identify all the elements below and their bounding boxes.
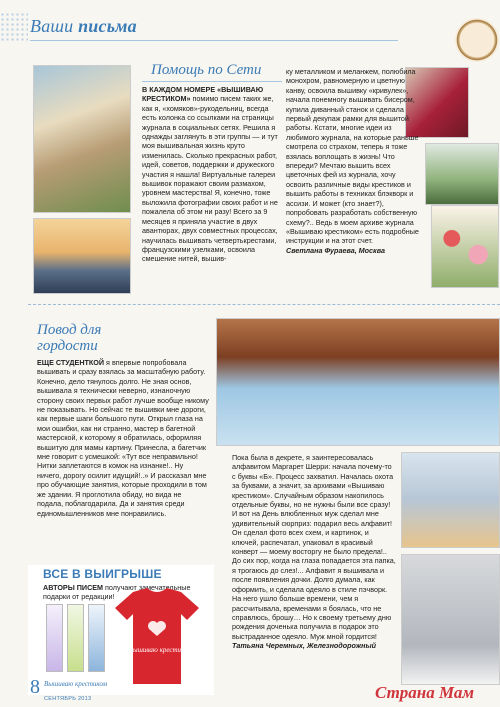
magazine-logo: Вышиваю крестиком — [44, 680, 108, 688]
issue-month: СЕНТЯБРЬ 2013 — [44, 696, 92, 702]
letter1-subhead: Помощь по Сети — [151, 62, 262, 78]
letter1-signature: Светлана Фураева, Москва — [286, 245, 385, 255]
quilt-photo — [216, 318, 500, 446]
prize-title: ВСЕ В ВЫИГРЫШЕ — [43, 567, 162, 581]
decorative-dots — [0, 12, 28, 42]
page-number: 8 — [30, 676, 40, 698]
letter2-title-line1: Повод для — [37, 322, 102, 338]
letter2-lead: ЕЩЕ СТУДЕНТКОЙ — [37, 358, 105, 367]
embroidery-photo-bird — [425, 143, 499, 205]
section-title — [30, 16, 137, 37]
letter1-subhead-rule — [142, 81, 282, 82]
letter1-column-2 — [286, 67, 422, 255]
letter1-text-1: помимо писем таких же, как я, «хомяков»-рукодельниц, всегда есть колонка со ссылками на страницы журнала в социальных сетях. Решила я однажды заглянуть в эти группы — и тут моя вышивальная жизнь круто изменилась. Сколько прекрасных работ, идей, советов, поддержки и дружеского участия я нашла! Виртуальные галереи вышивок поражают своим размахом, уровнем мастерства! Я, конечно, тоже выложила фотографии своих работ и не пожалела об этом ни разу! Всего за 9 месяцев я приняла участие в двух авантюрах, двух совместных процессах, научилась вышивать четвертькрестами, французскими узелками, освоила смешение нитей, вышив- — [142, 94, 278, 264]
thread-set-purple — [46, 604, 63, 672]
letter1-lead: В КАЖДОМ НОМЕРЕ «ВЫШИВАЮ КРЕСТИКОМ» — [142, 85, 264, 104]
embroidery-hoop-photo — [455, 18, 499, 62]
thread-set-blue — [88, 604, 105, 672]
embroidery-photo-flowers — [431, 205, 499, 288]
letter2-title — [37, 322, 101, 354]
watermark: Страна Мам — [375, 683, 475, 702]
letter2-text-1: я впервые попробовала вышивать и сразу взялась за масштабную работу. Конечно, дело тянулось долго. Не зная основ, вышивала я технически неверно, изнаночную сторону своих первых работ лучше вообще никому не показывать. Но сейчас те вышивки мне дороги, как первые шаги большого пути. Открыл глаза на мои ошибки, как ни странно, мастер в багетной мастерской, к которому я обратилась, оформляя вышитую для мамы картину. Принесла, а багетчик мне говорит с усмешкой: «Тут все неправильно! Нитки заплетаются в комок на изнанке!.. Ну ничего, дорогу осилит идущий!..» И рассказал мне про обучающие занятия, которые проходили в том же здании. Я проглотила обиду, но вида не подала, поблагодарила. Да и занятия среди единомышленников мне понравились. — [37, 358, 209, 518]
letter2-column-2 — [232, 453, 397, 651]
section-title-em: письма — [78, 16, 137, 36]
tshirt-icon — [113, 586, 201, 686]
letter2-text-2: Пока была в декрете, я заинтересовалась алфавитом Маргарет Шерри: начала почему-то с буквы «Б». Процесс захватил. Началась охота за буквами, а значит, за архивами «Вышиваю крестиком». Случайным образом накопилось отдельные буквы, но не нужны были все сразу! И вот на День влюбленных муж сделал мне удивительный сюрприз: подарил весь алфавит! Он сделал фото всех схем, и картинок, и ключей, распечатал, упаковал в красивый конверт — моему восторгу не было предела!.. До сих пор, когда на глаза попадается эта папка, я трогаюсь до слез!... Алфавит я вышивала и после появления дочки. Долго думала, как оформить, и сделала одеяло в стиле пэчворк. На него ушло больше времени, чем я рассчитывала, временами я боялась, что не справлюсь, брошу… Но к своему третьему дню рождения доченька получила в подарок это выстраданное одеяло. Муж мной гордится! — [232, 453, 396, 641]
tshirt-text: Я Вышиваю крестиком — [122, 646, 192, 654]
thread-sets — [46, 604, 108, 672]
section-separator — [28, 304, 500, 305]
tshirt-prize — [113, 586, 201, 686]
prize-lead: АВТОРЫ ПИСЕМ — [43, 583, 104, 592]
letter1-text-2: ку металликом и меланжем, полюбила монохром, равномерную и цветную канву, освоила вышивку «кривулек», начала понемногу вышивать бисером, купила диванный станок и сделала первый декупаж рамки для вышитой работы. Кстати, многие идеи из любимого журнала, на которые раньше смотрела со страхом, теперь я тоже взялась воплощать в жизнь! Что впереди? Мечтаю вышить всех цветочных фей из журнала, хочу освоить различные виды крестиков и вышить работы в техниках блэкворк и ассизи. И может (кто знает?), попробовать разработать собственную схему?.. Ведь в моем архиве журнала «Вышиваю крестиком» есть подробные инструкции и на этот счет. — [286, 67, 419, 246]
embroidery-photo-stairs — [33, 65, 131, 213]
letter2-signature: Татьяна Черемных, Железнодорожный — [232, 641, 376, 651]
embroidery-photo-city — [33, 218, 131, 294]
embroidery-photo-vest — [401, 554, 500, 685]
prize-body: получают замечательные подарки от редакции! — [43, 583, 191, 601]
letter2-column-1 — [37, 358, 209, 518]
header-rule — [30, 40, 398, 41]
page-header — [0, 0, 500, 50]
letter1-column-1 — [142, 85, 280, 264]
thread-set-green — [67, 604, 84, 672]
section-title-plain: Ваши — [30, 16, 74, 36]
embroidery-photo-gnomes — [401, 452, 500, 548]
letter2-title-line2: гордости — [37, 338, 98, 354]
